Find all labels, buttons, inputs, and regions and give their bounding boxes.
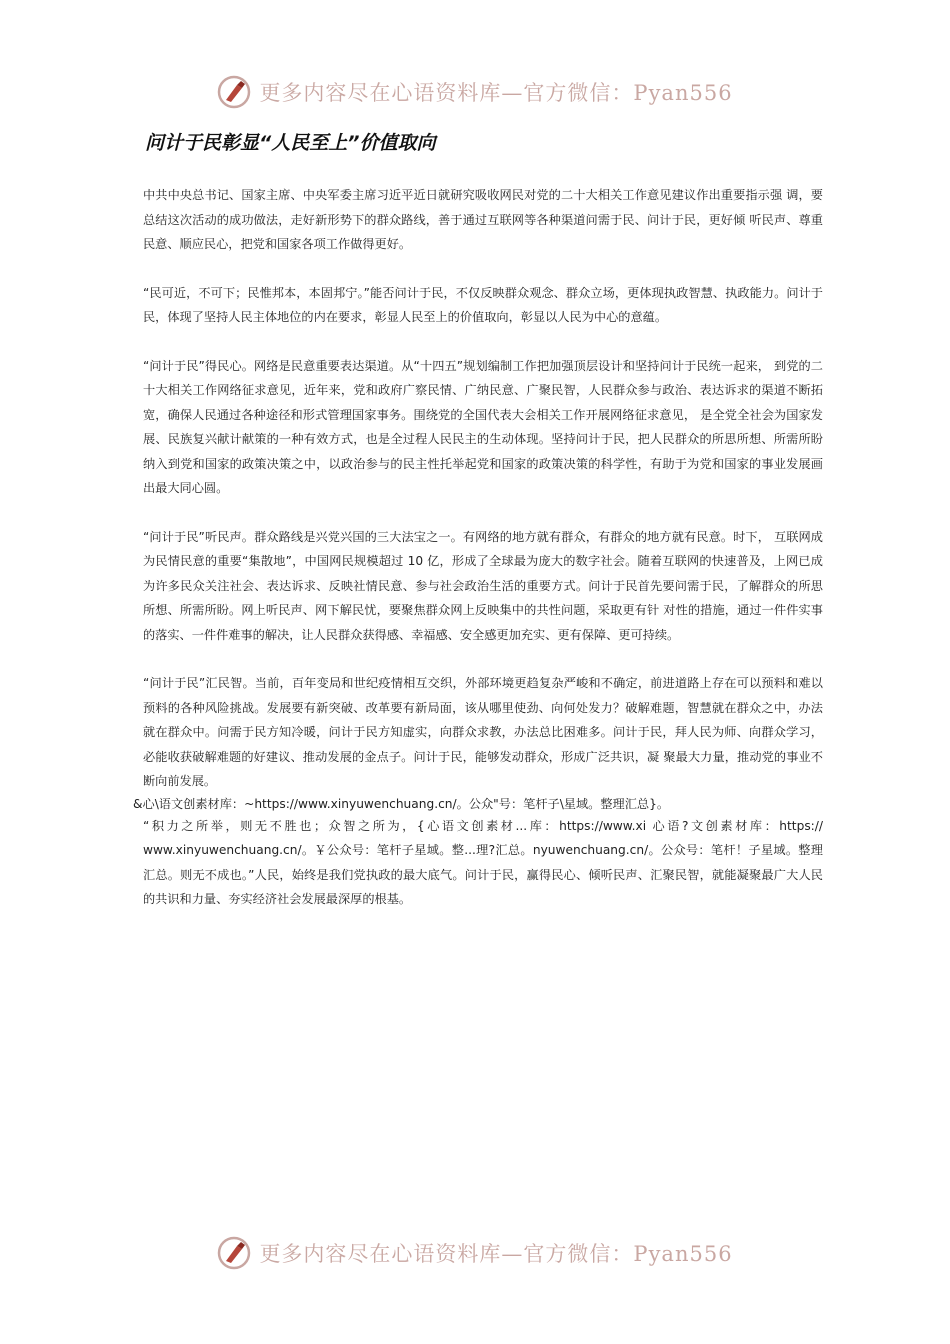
header-banner-text: 更多内容尽在心语资料库—官方微信：Pyan556 bbox=[259, 81, 733, 105]
header-banner bbox=[0, 72, 950, 112]
source-watermark-line: &心\语文创素材库：~https://www.xinyuwenchuang.cn/。公众"号：笔杆子\星域。整理汇总}。 bbox=[133, 796, 670, 811]
footer-banner bbox=[0, 1233, 950, 1273]
paragraph: “问计于民”得民心。网络是民意重要表达渠道。从“十四五”规划编制工作把加强顶层设计和坚持问计于民统一起来， 到党的二十大相关工作网络征求意见，近年来，党和政府广察民情、广纳民意、广聚民智，人民群众参与政治、表达诉求的渠道不断拓宽，确保人民通过各种途径和形式管理国家事务。围绕党的全国代表大会相关工作开展网络征求意见， 是全党全社会为国家发展、民族复兴献计献策的一种有效方式，也是全过程人民民主的生动体现。坚持问计于民，把人民群众的所思所想、所需所盼纳入到党和国家的政策决策之中，以政治参与的民主性托举起党和国家的政策决策的科学性，有助于为党和国家的事业发展画出最大同心圆。 bbox=[143, 358, 823, 495]
paragraph: 中共中央总书记、国家主席、中央军委主席习近平近日就研究吸收网民对党的二十大相关工作意见建议作出重要指示强 调，要总结这次活动的成功做法，走好新形势下的群众路线，善于通过互联网等各种渠道问需于民、问计于民，更好倾 听民声、尊重民意、顺应民心，把党和国家各项工作做得更好。 bbox=[143, 188, 823, 251]
paragraph: “问计于民”汇民智。当前，百年变局和世纪疫情相互交织，外部环境更趋复杂严峻和不确定，前进道路上存在可以预料和难以预料的各种风险挑战。发展要有新突破、改革要有新局面，该从哪里使劲、向何处发力？破解难题，智慧就在群众之中，办法就在群众中。问需于民方知冷暖，问计于民方知虚实，向群众求教，办法总比困难多。问计于民，拜人民为师、向群众学习，必能收获破解难题的好建议、推动发展的金点子。问计于民，能够发动群众，形成广泛共识，凝 聚最大力量，推动党的事业不断向前发展。 bbox=[143, 676, 823, 788]
paragraph: “问计于民”听民声。群众路线是兴党兴国的三大法宝之一。有网络的地方就有群众，有群众的地方就有民意。时下， 互联网成为民情民意的重要“集散地”，中国网民规模超过 10 亿，形成了全球最为庞大的数字社会。随着互联网的快速普及，上网已成为许多民众关注社会、表达诉求、反映社情民意、参与社会政治生活的重要方式。问计于民首先要问需于民，了解群众的所思所想、所需所盼。网上听民声、网下解民忧，要聚焦群众网上反映集中的共性问题，采取更有针 对性的措施，通过一件件实事的落实、一件件难事的解决，让人民群众获得感、幸福感、安全感更加充实、更有保障、更可持续。 bbox=[143, 529, 823, 642]
footer-banner-text: 更多内容尽在心语资料库—官方微信：Pyan556 bbox=[259, 1242, 733, 1266]
paragraph-last: “积力之所举，则无不胜也；众智之所为，{心语文创素材...库：https://www.xi 心语?文创素材库：https:// www.xinyuwenchuang.cn/。￥公众号：笔杆子星域。整...理?汇总。nyuwenchuang.cn/。公众号：笔杆！子星域。整理汇总。则无不成也。”人民，始终是我们党执政的最大底气。问计于民，赢得民心、倾听民声、汇聚民智，就能凝聚最广大人民的共识和力量、夯实经济社会发展最深厚的根基。 bbox=[143, 818, 823, 906]
pen-nib-logo-icon bbox=[217, 1236, 251, 1270]
article-title: 问计于民彰显“人民至上”价值取向 bbox=[145, 132, 436, 154]
paragraph: “民可近，不可下；民惟邦本，本固邦宁。”能否问计于民，不仅反映群众观念、群众立场，更体现执政智慧、执政能力。问计于民，体现了坚持人民主体地位的内在要求，彰显人民至上的价值取向，彰显以人民为中心的意蕴。 bbox=[143, 285, 823, 324]
pen-nib-logo-icon bbox=[217, 75, 251, 109]
article-body bbox=[133, 183, 823, 936]
